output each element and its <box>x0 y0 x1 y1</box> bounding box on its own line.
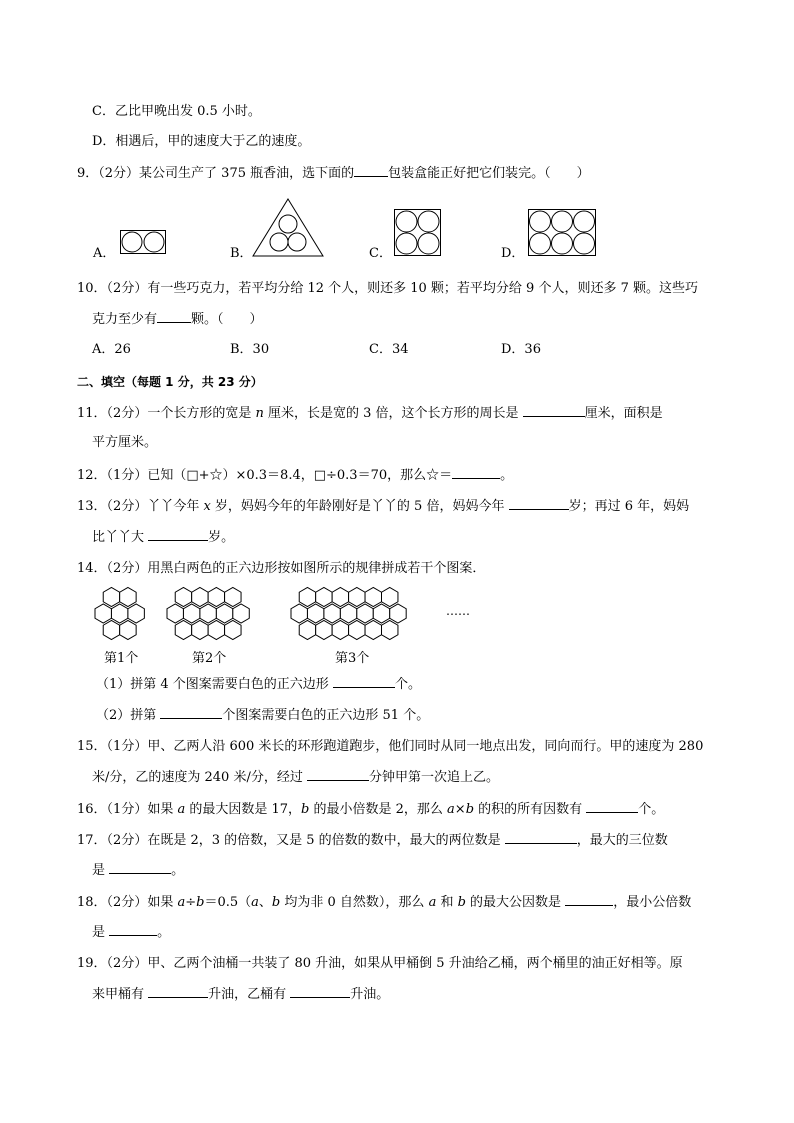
q17-text-b: ，最大的三位数 <box>576 833 668 848</box>
q19-stem-line1: 19．（2分）甲、乙两个油桶一共装了 80 升油，如果从甲桶倒 5 升油给乙桶，两个桶里的油正好相等。原 <box>77 956 683 971</box>
q10-text-a: 克力至少有 <box>92 312 158 327</box>
q17-blank-two-digit[interactable] <box>505 831 577 844</box>
hexagon-cell <box>390 604 406 623</box>
q9-stem <box>77 164 590 183</box>
hexagon-cell <box>128 604 144 623</box>
hexagon-cell <box>382 588 398 607</box>
q9-stem-text-b: 包装盒能正好把它们装完。（ ） <box>388 166 590 181</box>
hexagon-cell <box>365 621 381 640</box>
q9-figure-b-triangle-circles <box>252 198 324 258</box>
hexagon-cell <box>120 621 136 640</box>
q18-text-d: 、 <box>258 895 272 910</box>
q18-text-a: 18．（2分）如果 <box>77 895 178 910</box>
q18-text-g: 的最大公因数是 <box>465 895 566 910</box>
q12-text-b: 。 <box>500 468 514 483</box>
q13-stem-line2 <box>92 528 234 547</box>
q14-ellipsis: …… <box>446 604 470 618</box>
q14-sub1-text-b: 个。 <box>394 677 421 692</box>
q11-text-a: 11．（2分）一个长方形的宽是 <box>77 406 256 421</box>
q10-stem-line1: 10．（2分）有一些巧克力，若平均分给 12 个人，则还多 10 颗；若平均分给 9 个人，则还多 7 颗。这些巧 <box>77 281 698 296</box>
hexagon-cell <box>175 621 191 640</box>
q11-stem-line1 <box>77 404 663 423</box>
q16-var-a-2: a <box>447 802 455 817</box>
q10-stem-line2 <box>92 310 263 329</box>
q18-text-c: ＝0.5（ <box>204 895 252 910</box>
q9-figure-d-six-circles-box <box>528 209 598 257</box>
q14-sub2 <box>96 706 429 725</box>
section-2-title: 二、填空（每题 1 分，共 23 分） <box>77 375 263 389</box>
q18-text-f: 和 <box>436 895 458 910</box>
q13-line2-text-a: 比丫丫大 <box>92 530 149 545</box>
q18-blank-gcd[interactable] <box>565 893 613 906</box>
hexagon-cell <box>167 604 183 623</box>
q13-text-c: 岁；再过 6 年，妈妈 <box>568 499 690 514</box>
q18-stem-line2 <box>92 923 170 942</box>
hexagon-cell <box>316 621 332 640</box>
hexagon-cell <box>357 604 373 623</box>
q10-answer-blank[interactable] <box>157 310 191 323</box>
q16-text-a: 16．（1分）如果 <box>77 802 178 817</box>
q9-figure-c-four-circles-box <box>394 209 442 257</box>
q13-text-a: 13．（2分）丫丫今年 <box>77 499 204 514</box>
q10-option-c[interactable]: C．34 <box>369 342 409 357</box>
q12-text-a: 12．（1分）已知（□+☆）×0.3＝8.4，□÷0.3＝70，那么☆＝ <box>77 468 453 483</box>
q18-var-b: b <box>196 895 205 910</box>
hexagon-cell <box>120 588 136 607</box>
q11-blank-perimeter[interactable] <box>523 404 585 417</box>
hexagon-cell <box>200 604 216 623</box>
hexagon-cell <box>183 604 199 623</box>
q10-option-d[interactable]: D．36 <box>501 342 541 357</box>
q10-text-b: 颗。（ ） <box>191 312 263 327</box>
q13-blank-mother-age[interactable] <box>509 497 569 510</box>
hexagon-cell <box>299 621 315 640</box>
q9-option-d-label[interactable]: D． <box>501 246 525 261</box>
hexagon-cell <box>340 604 356 623</box>
q15-answer-blank[interactable] <box>307 768 369 781</box>
hexagon-cell <box>299 588 315 607</box>
q17-blank-three-digit[interactable] <box>109 861 171 874</box>
hexagon-cell <box>349 621 365 640</box>
q16-times: × <box>454 802 466 817</box>
q16-var-b-2: b <box>465 802 475 817</box>
q9-answer-blank[interactable] <box>354 164 388 177</box>
hexagon-cell <box>332 621 348 640</box>
q18-var-b-2: b <box>271 895 281 910</box>
q18-var-b-3: b <box>457 895 466 910</box>
hexagon-cell <box>233 604 249 623</box>
q10-option-b[interactable]: B．30 <box>230 342 270 357</box>
hexagon-cell <box>332 588 348 607</box>
q19-blank-barrel-a[interactable] <box>148 985 208 998</box>
q18-line2-text-a: 是 <box>92 925 110 940</box>
q14-caption-2: 第2个 <box>192 651 227 666</box>
q11-text-b: 厘米，长是宽的 3 倍，这个长方形的周长是 <box>263 406 523 421</box>
q14-hexagon-pattern-figures <box>90 586 420 642</box>
hexagon-cell <box>225 588 241 607</box>
q18-var-a-3: a <box>428 895 437 910</box>
hexagon-cell <box>192 588 208 607</box>
q19-text-b: 升油，乙桶有 <box>208 987 291 1002</box>
q13-line2-text-b: 岁。 <box>208 530 235 545</box>
q18-text-h: ，最小公倍数 <box>613 895 692 910</box>
q14-sub1-text-a: （1）拼第 4 个图案需要白色的正六边形 <box>96 677 333 692</box>
q18-divide: ÷ <box>185 895 197 910</box>
q19-text-c: 升油。 <box>350 987 390 1002</box>
hexagon-cell <box>291 604 307 623</box>
q17-text-a: 17．（2分）在既是 2，3 的倍数，又是 5 的倍数的数中，最大的两位数是 <box>77 833 505 848</box>
q14-sub2-text-b: 个图案需要白色的正六边形 51 个。 <box>222 708 430 723</box>
hexagon-cell <box>324 604 340 623</box>
q16-text-c: 的最小倍数是 2，那么 <box>309 802 448 817</box>
hexagon-cell <box>225 621 241 640</box>
hexagon-cell <box>382 621 398 640</box>
q11-stem-line2: 平方厘米。 <box>92 435 158 450</box>
q11-text-c: 厘米，面积是 <box>584 406 663 421</box>
q15-text-a: 米/分，乙的速度为 240 米/分，经过 <box>92 770 307 785</box>
q18-var-a: a <box>177 895 186 910</box>
q16-text-d: 的积的所有因数有 <box>474 802 587 817</box>
q17-stem-line2 <box>92 861 184 880</box>
q18-blank-lcm[interactable] <box>109 923 157 936</box>
q16-text-e: 个。 <box>638 802 665 817</box>
q8-option-d: D．相遇后，甲的速度大于乙的速度。 <box>92 134 311 149</box>
hexagon-cell <box>208 588 224 607</box>
q13-text-b: 岁，妈妈今年的年龄刚好是丫丫的 5 倍，妈妈今年 <box>210 499 509 514</box>
q14-stem: 14．（2分）用黑白两色的正六边形按如图所示的规律拼成若干个图案． <box>77 561 486 576</box>
q15-text-b: 分钟甲第一次追上乙。 <box>368 770 499 785</box>
q8-option-c: C．乙比甲晚出发 0.5 小时。 <box>92 104 261 119</box>
q16-text-b: 的最大因数是 17， <box>185 802 302 817</box>
q16-var-a: a <box>177 802 186 817</box>
q14-caption-3: 第3个 <box>335 651 370 666</box>
q11-var-n: n <box>255 406 264 421</box>
q13-var-x: x <box>203 499 211 514</box>
q17-line2-text-b: 。 <box>171 863 185 878</box>
q13-blank-age-difference[interactable] <box>148 528 208 541</box>
hexagon-cell <box>208 621 224 640</box>
q10-option-a[interactable]: A．26 <box>92 342 131 357</box>
q12-stem <box>77 466 513 485</box>
q14-sub1 <box>96 675 421 694</box>
hexagon-cell <box>307 604 323 623</box>
q13-stem-line1 <box>77 497 689 516</box>
q14-caption-1: 第1个 <box>104 651 139 666</box>
hexagon-cell <box>95 604 111 623</box>
q14-sub2-text-a: （2）拼第 <box>96 708 161 723</box>
q16-answer-blank[interactable] <box>586 800 638 813</box>
hexagon-cell <box>373 604 389 623</box>
hexagon-cell <box>316 588 332 607</box>
q9-stem-text-a: 9．（2分）某公司生产了 375 瓶香油，选下面的 <box>77 166 355 181</box>
hexagon-cell <box>111 604 127 623</box>
hexagon-cell <box>349 588 365 607</box>
q14-sub1-blank[interactable] <box>333 675 395 688</box>
q15-stem-line1: 15．（1分）甲、乙两人沿 600 米长的环形跑道跑步，他们同时从同一地点出发，同向而行。甲的速度为 280 <box>77 739 704 754</box>
q19-stem-line2 <box>92 985 389 1004</box>
q15-stem-line2 <box>92 768 499 787</box>
q19-blank-barrel-b[interactable] <box>290 985 350 998</box>
q17-line2-text-a: 是 <box>92 863 110 878</box>
q18-text-e: 均为非 0 自然数），那么 <box>280 895 429 910</box>
q19-text-a: 来甲桶有 <box>92 987 149 1002</box>
q12-answer-blank[interactable] <box>452 466 500 479</box>
q9-option-b-label[interactable]: B． <box>230 246 253 261</box>
q9-figure-a-two-circles-box <box>120 230 168 256</box>
q16-stem <box>77 800 664 819</box>
q16-var-b: b <box>301 802 310 817</box>
q9-option-c-label[interactable]: C． <box>369 246 392 261</box>
q14-sub2-blank[interactable] <box>160 706 222 719</box>
q18-stem-line1 <box>77 893 691 912</box>
hexagon-cell <box>103 621 119 640</box>
hexagon-cell <box>216 604 232 623</box>
hexagon-cell <box>365 588 381 607</box>
q17-stem-line1 <box>77 831 668 850</box>
hexagon-cell <box>103 588 119 607</box>
q18-var-a-2: a <box>251 895 259 910</box>
q18-line2-text-b: 。 <box>157 925 171 940</box>
q9-option-a-label[interactable]: A． <box>93 246 116 261</box>
hexagon-cell <box>192 621 208 640</box>
hexagon-cell <box>175 588 191 607</box>
